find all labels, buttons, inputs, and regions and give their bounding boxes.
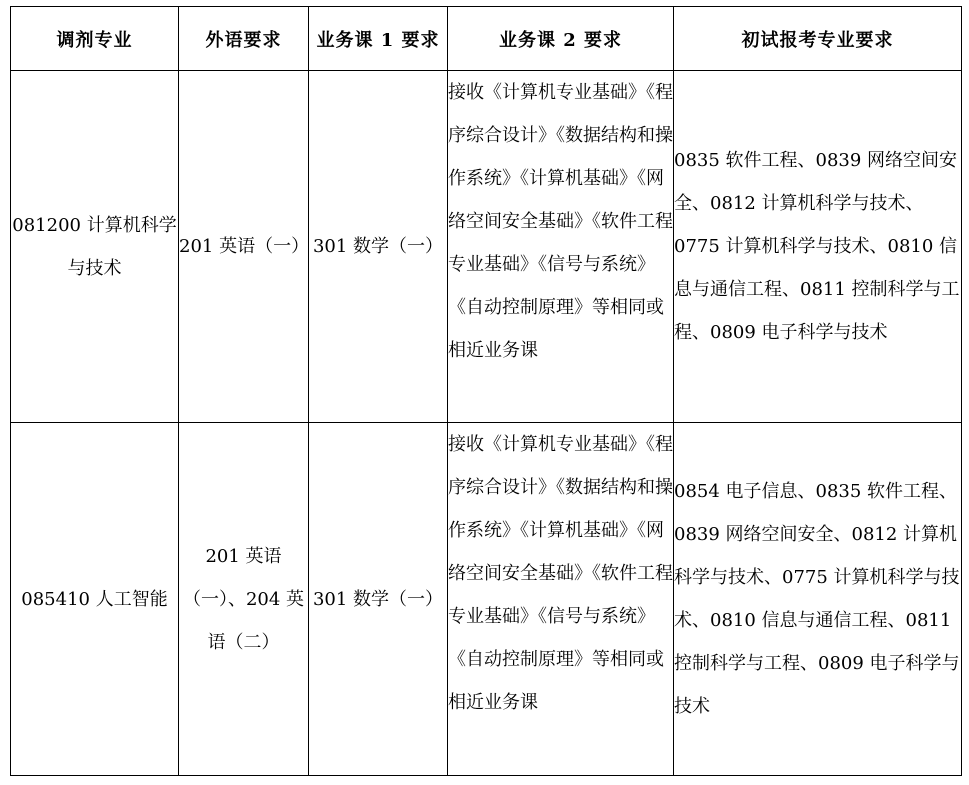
header-major: 调剂专业 <box>11 7 179 71</box>
cell-course2: 接收《计算机专业基础》《程序综合设计》《数据结构和操作系统》《计算机基础》《网络空间安全基础》《软件工程专业基础》《信号与系统》《自动控制原理》等相同或相近业务课 <box>448 423 674 776</box>
header-course2: 业务课 2 要求 <box>448 7 674 71</box>
cell-course2: 接收《计算机专业基础》《程序综合设计》《数据结构和操作系统》《计算机基础》《网络空间安全基础》《软件工程专业基础》《信号与系统》《自动控制原理》等相同或相近业务课 <box>448 71 674 423</box>
cell-exam-majors: 0854 电子信息、0835 软件工程、0839 网络空间安全、0812 计算机科学与技术、0775 计算机科学与技术、0810 信息与通信工程、0811 控制科学与工程、0809 电子科学与技术 <box>674 423 962 776</box>
cell-major: 081200 计算机科学与技术 <box>11 71 179 423</box>
cell-foreign-language: 201 英语（一）、204 英语（二） <box>179 423 309 776</box>
adjustment-requirements-table <box>10 6 962 776</box>
cell-course1: 301 数学（一） <box>309 423 448 776</box>
table-row <box>11 423 962 776</box>
cell-foreign-language: 201 英语（一） <box>179 71 309 423</box>
cell-course1: 301 数学（一） <box>309 71 448 423</box>
table-row <box>11 71 962 423</box>
cell-major: 085410 人工智能 <box>11 423 179 776</box>
header-row <box>11 7 962 71</box>
header-foreign-language: 外语要求 <box>179 7 309 71</box>
header-course1: 业务课 1 要求 <box>309 7 448 71</box>
cell-exam-majors: 0835 软件工程、0839 网络空间安全、0812 计算机科学与技术、0775 计算机科学与技术、0810 信息与通信工程、0811 控制科学与工程、0809 电子科学与技术 <box>674 71 962 423</box>
header-exam-majors: 初试报考专业要求 <box>674 7 962 71</box>
